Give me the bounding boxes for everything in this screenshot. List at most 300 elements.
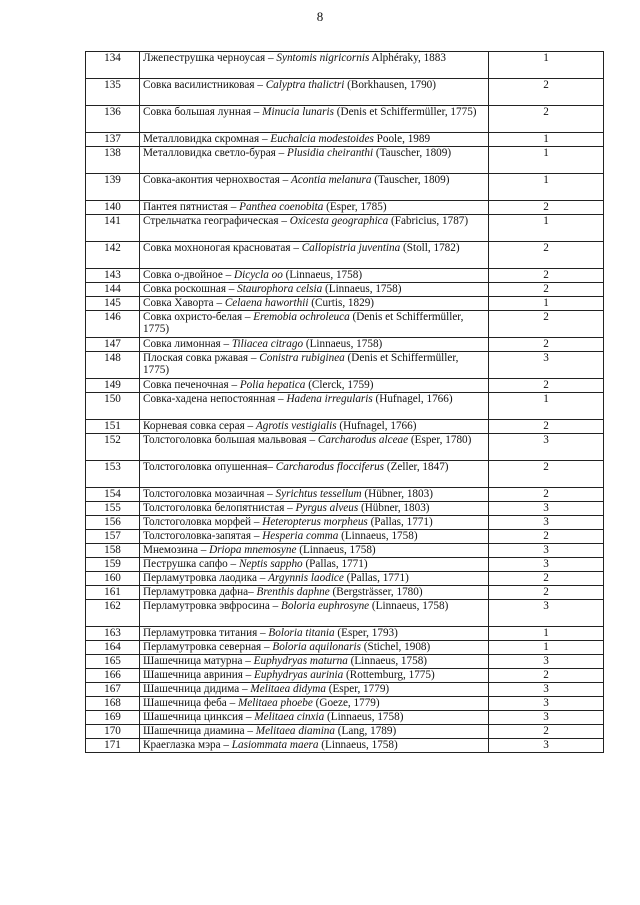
common-name: Толстоголовка морфей (143, 516, 252, 528)
common-name: Толстоголовка-запятая (143, 530, 252, 542)
common-name: Шашечница авриния (143, 669, 243, 681)
row-number: 150 (86, 393, 140, 420)
name-separator: – (248, 586, 257, 598)
status-category: 3 (489, 558, 604, 572)
table-row (86, 641, 604, 655)
common-name: Совка мохноногая красноватая (143, 242, 291, 254)
row-number: 153 (86, 461, 140, 488)
latin-name: Melitaea phoebe (237, 697, 313, 709)
row-number: 141 (86, 215, 140, 242)
page-number: 8 (316, 9, 324, 24)
status-category: 1 (489, 52, 604, 79)
table-row (86, 215, 604, 242)
author-citation: (Stichel, 1908) (360, 641, 431, 653)
species-name-cell (140, 297, 489, 311)
latin-name: Lasiommata maera (231, 739, 319, 751)
status-category: 2 (489, 338, 604, 352)
status-category: 3 (489, 711, 604, 725)
author-citation: (Clerck, 1759) (305, 379, 374, 391)
row-number: 135 (86, 79, 140, 106)
common-name: Краеглазка мэра (143, 739, 221, 751)
species-name-cell (140, 174, 489, 201)
status-category: 3 (489, 352, 604, 379)
common-name: Пеструшка сапфо (143, 558, 228, 570)
name-separator: – (242, 655, 254, 667)
common-name: Совка большая лунная (143, 106, 251, 118)
name-separator: – (228, 379, 240, 391)
table-row (86, 558, 604, 572)
name-separator: – (225, 283, 238, 295)
name-separator: – (261, 641, 273, 653)
status-category: 1 (489, 641, 604, 655)
common-name: Плоская совка ржавая (143, 352, 249, 364)
latin-name: Dicycla oo (234, 269, 283, 281)
author-citation: (Curtis, 1829) (308, 297, 375, 309)
common-name: Перламутровка титания (143, 627, 258, 639)
common-name: Шашечница матурна (143, 655, 243, 667)
name-separator: – (257, 627, 269, 639)
author-citation: (Esper, 1785) (323, 201, 387, 213)
species-name-cell (140, 311, 489, 338)
species-name-cell (140, 393, 489, 420)
status-category: 2 (489, 572, 604, 586)
latin-name: Carcharodus alceae (317, 434, 409, 446)
table-row (86, 502, 604, 516)
author-citation: (Hübner, 1803) (358, 502, 430, 514)
latin-name: Melitaea diamina (255, 725, 335, 737)
name-separator: – (264, 488, 276, 500)
table-row (86, 572, 604, 586)
row-number: 145 (86, 297, 140, 311)
species-name-cell (140, 201, 489, 215)
name-separator: – (220, 739, 232, 751)
table-row (86, 379, 604, 393)
row-number: 166 (86, 669, 140, 683)
name-separator: – (279, 174, 291, 186)
author-citation: (Hufnagel, 1766) (336, 420, 417, 432)
name-separator: – (227, 558, 239, 570)
common-name: Шашечница феба (143, 697, 227, 709)
latin-name: Euphydryas maturna (253, 655, 348, 667)
status-category: 2 (489, 420, 604, 434)
latin-name: Minucia lunaris (262, 106, 334, 118)
row-number: 152 (86, 434, 140, 461)
author-citation: (Linnaeus, 1758) (369, 600, 449, 612)
latin-name: Argynnis laodice (268, 572, 344, 584)
common-name: Металловидка скромная (143, 133, 260, 145)
latin-name: Heteropterus morpheus (262, 516, 368, 528)
species-name-cell (140, 106, 489, 133)
latin-name: Eremobia ochroleuca (253, 311, 350, 323)
name-separator: – (254, 79, 266, 91)
table-row (86, 52, 604, 79)
row-number: 162 (86, 600, 140, 627)
author-citation: (Bergsträsser, 1780) (329, 586, 423, 598)
table-row (86, 352, 604, 379)
name-separator: – (226, 697, 238, 709)
name-separator: – (222, 269, 235, 281)
author-citation: (Linnaeus, 1758) (322, 283, 402, 295)
common-name: Шашечница диамина (143, 725, 245, 737)
common-name: Шашечница цинксия (143, 711, 244, 723)
author-citation: (Linnaeus, 1758) (318, 739, 398, 751)
name-separator: – (275, 393, 287, 405)
row-number: 170 (86, 725, 140, 739)
latin-name: Boloria aquilonaris (272, 641, 361, 653)
author-citation: (Linnaeus, 1758) (347, 655, 428, 667)
status-category: 2 (489, 242, 604, 269)
status-category: 3 (489, 683, 604, 697)
common-name: Перламутровка эвфросина (143, 600, 270, 612)
latin-name: Syntomis nigricornis (276, 52, 370, 64)
table-row (86, 655, 604, 669)
status-category: 2 (489, 586, 604, 600)
common-name: Совка-хадена непостоянная (143, 393, 276, 405)
species-table-body (86, 52, 604, 753)
latin-name: Neptis sappho (238, 558, 303, 570)
latin-name: Staurophora celsia (237, 283, 323, 295)
table-row (86, 201, 604, 215)
status-category: 1 (489, 174, 604, 201)
common-name: Толстоголовка опушенная (143, 461, 268, 473)
table-row (86, 600, 604, 627)
common-name: Совка василистниковая (143, 79, 255, 91)
common-name: Совка Хаворта (143, 297, 214, 309)
common-name: Толстоголовка белопятнистая (143, 502, 285, 514)
author-citation: (Hübner, 1803) (361, 488, 433, 500)
author-citation: (Pallas, 1771) (302, 558, 368, 570)
row-number: 167 (86, 683, 140, 697)
species-name-cell (140, 697, 489, 711)
common-name: Толстоголовка большая мальвовая (143, 434, 307, 446)
row-number: 140 (86, 201, 140, 215)
common-name: Толстоголовка мозаичная (143, 488, 265, 500)
status-category: 2 (489, 201, 604, 215)
latin-name: Boloria titania (268, 627, 335, 639)
status-category: 3 (489, 697, 604, 711)
table-row (86, 269, 604, 283)
species-name-cell (140, 269, 489, 283)
author-citation: (Denis et Schiffermüller, 1775) (143, 352, 459, 376)
status-category: 2 (489, 106, 604, 133)
author-citation: (Tauscher, 1809) (373, 147, 452, 159)
common-name: Шашечница дидима (143, 683, 240, 695)
species-name-cell (140, 572, 489, 586)
row-number: 155 (86, 502, 140, 516)
author-citation: (Tauscher, 1809) (371, 174, 450, 186)
species-name-cell (140, 600, 489, 627)
author-citation: (Esper, 1793) (334, 627, 398, 639)
name-separator: – (250, 106, 263, 118)
common-name: Стрельчатка географическая (143, 215, 279, 227)
species-name-cell (140, 627, 489, 641)
name-separator: – (248, 352, 260, 364)
species-name-cell (140, 502, 489, 516)
name-separator: – (197, 544, 210, 556)
row-number: 154 (86, 488, 140, 502)
row-number: 147 (86, 338, 140, 352)
name-separator: – (213, 297, 225, 309)
latin-name: Conistra rubiginea (259, 352, 345, 364)
row-number: 142 (86, 242, 140, 269)
species-name-cell (140, 420, 489, 434)
table-row (86, 516, 604, 530)
name-separator: – (242, 669, 255, 681)
name-separator: – (278, 215, 290, 227)
common-name: Совка охристо-белая (143, 311, 243, 323)
name-separator: – (306, 434, 318, 446)
status-category: 3 (489, 655, 604, 669)
latin-name: Euphydryas aurinia (254, 669, 344, 681)
author-citation: (Esper, 1780) (408, 434, 472, 446)
author-citation: (Zeller, 1847) (384, 461, 449, 473)
common-name: Совка лимонная (143, 338, 221, 350)
name-separator: – (251, 516, 263, 528)
author-citation: (Pallas, 1771) (367, 516, 433, 528)
row-number: 168 (86, 697, 140, 711)
species-name-cell (140, 669, 489, 683)
species-name-cell (140, 488, 489, 502)
table-row (86, 697, 604, 711)
author-citation: (Lang, 1789) (335, 725, 397, 737)
row-number: 165 (86, 655, 140, 669)
status-category: 1 (489, 297, 604, 311)
table-row (86, 711, 604, 725)
name-separator: – (244, 420, 256, 432)
row-number: 164 (86, 641, 140, 655)
table-row (86, 393, 604, 420)
latin-name: Pyrgus alveus (295, 502, 359, 514)
row-number: 143 (86, 269, 140, 283)
row-number: 156 (86, 516, 140, 530)
name-separator: – (269, 600, 281, 612)
row-number: 144 (86, 283, 140, 297)
row-number: 163 (86, 627, 140, 641)
species-name-cell (140, 338, 489, 352)
status-category: 2 (489, 530, 604, 544)
author-citation: (Pallas, 1771) (343, 572, 409, 584)
name-separator: – (267, 461, 276, 473)
row-number: 146 (86, 311, 140, 338)
common-name: Перламутровка лаодика (143, 572, 257, 584)
species-name-cell (140, 655, 489, 669)
name-separator: – (243, 711, 255, 723)
name-separator: – (284, 502, 296, 514)
species-name-cell (140, 516, 489, 530)
latin-name: Carcharodus flocciferus (275, 461, 385, 473)
table-row (86, 683, 604, 697)
table-row (86, 311, 604, 338)
common-name: Совка печеночная (143, 379, 229, 391)
row-number: 139 (86, 174, 140, 201)
latin-name: Agrotis vestigialis (255, 420, 337, 432)
status-category: 2 (489, 79, 604, 106)
latin-name: Melitaea didyma (250, 683, 326, 695)
name-separator: – (220, 338, 232, 350)
row-number: 160 (86, 572, 140, 586)
species-name-cell (140, 379, 489, 393)
species-name-cell (140, 434, 489, 461)
table-row (86, 739, 604, 753)
name-separator: – (290, 242, 302, 254)
latin-name: Callopistria juventina (301, 242, 401, 254)
row-number: 158 (86, 544, 140, 558)
status-category: 3 (489, 739, 604, 753)
author-citation: (Rottemburg, 1775) (343, 669, 435, 681)
latin-name: Hesperia comma (262, 530, 339, 542)
species-name-cell (140, 725, 489, 739)
latin-name: Brenthis daphne (256, 586, 330, 598)
status-category: 2 (489, 379, 604, 393)
latin-name: Polia hepatica (239, 379, 306, 391)
table-row (86, 79, 604, 106)
species-name-cell (140, 133, 489, 147)
species-name-cell (140, 711, 489, 725)
row-number: 134 (86, 52, 140, 79)
author-citation: (Esper, 1779) (325, 683, 390, 695)
table-row (86, 725, 604, 739)
species-name-cell (140, 461, 489, 488)
species-table (85, 51, 604, 753)
latin-name: Acontia melanura (290, 174, 372, 186)
name-separator: – (256, 572, 269, 584)
status-category: 2 (489, 269, 604, 283)
latin-name: Celaena haworthii (224, 297, 309, 309)
common-name: Лжепеструшка черноусая (143, 52, 266, 64)
species-name-cell (140, 558, 489, 572)
status-category: 3 (489, 600, 604, 627)
author-citation: (Fabricius, 1787) (388, 215, 469, 227)
table-row (86, 488, 604, 502)
name-separator: – (242, 311, 254, 323)
table-row (86, 544, 604, 558)
author-citation: Poole, 1989 (373, 133, 431, 145)
author-citation: (Linnaeus, 1758) (303, 338, 383, 350)
status-category: 3 (489, 502, 604, 516)
row-number: 169 (86, 711, 140, 725)
table-row (86, 174, 604, 201)
common-name: Мнемозина (143, 544, 198, 556)
status-category: 2 (489, 311, 604, 338)
common-name: Корневая совка серая (143, 420, 245, 432)
author-citation: (Linnaeus, 1758) (338, 530, 418, 542)
row-number: 148 (86, 352, 140, 379)
table-row (86, 434, 604, 461)
name-separator: – (227, 201, 240, 213)
table-row (86, 133, 604, 147)
table-row (86, 242, 604, 269)
name-separator: – (275, 147, 288, 159)
latin-name: Plusidia cheiranthi (287, 147, 374, 159)
species-name-cell (140, 544, 489, 558)
species-name-cell (140, 530, 489, 544)
name-separator: – (239, 683, 251, 695)
status-category: 3 (489, 516, 604, 530)
table-row (86, 669, 604, 683)
status-category: 1 (489, 215, 604, 242)
table-row (86, 627, 604, 641)
common-name: Пантея пятнистая (143, 201, 228, 213)
name-separator: – (259, 133, 271, 145)
latin-name: Syrichtus tessellum (275, 488, 362, 500)
status-category: 2 (489, 283, 604, 297)
row-number: 171 (86, 739, 140, 753)
species-name-cell (140, 215, 489, 242)
status-category: 2 (489, 488, 604, 502)
species-name-cell (140, 52, 489, 79)
latin-name: Driopa mnemosyne (209, 544, 297, 556)
common-name: Совка о-двойное (143, 269, 223, 281)
status-category: 1 (489, 393, 604, 420)
species-name-cell (140, 283, 489, 297)
table-row (86, 297, 604, 311)
row-number: 161 (86, 586, 140, 600)
table-row (86, 530, 604, 544)
common-name: Металловидка светло-бурая (143, 147, 276, 159)
row-number: 151 (86, 420, 140, 434)
status-category: 2 (489, 725, 604, 739)
status-category: 1 (489, 147, 604, 174)
name-separator: – (244, 725, 256, 737)
row-number: 137 (86, 133, 140, 147)
status-category: 1 (489, 133, 604, 147)
name-separator: – (265, 52, 277, 64)
status-category: 1 (489, 627, 604, 641)
latin-name: Hadena irregularis (286, 393, 373, 405)
species-name-cell (140, 739, 489, 753)
status-category: 2 (489, 669, 604, 683)
author-citation: (Linnaeus, 1758) (282, 269, 363, 281)
table-row (86, 461, 604, 488)
latin-name: Melitaea cinxia (254, 711, 325, 723)
table-row (86, 586, 604, 600)
author-citation: (Goeze, 1779) (312, 697, 380, 709)
species-name-cell (140, 641, 489, 655)
table-row (86, 106, 604, 133)
row-number: 149 (86, 379, 140, 393)
table-row (86, 283, 604, 297)
common-name: Совка роскошная (143, 283, 226, 295)
common-name: Совка-аконтия чернохвостая (143, 174, 280, 186)
author-citation: (Stoll, 1782) (400, 242, 460, 254)
status-category: 3 (489, 544, 604, 558)
table-row (86, 147, 604, 174)
author-citation: (Linnaeus, 1758) (296, 544, 376, 556)
species-name-cell (140, 352, 489, 379)
author-citation: (Hufnagel, 1766) (372, 393, 453, 405)
latin-name: Boloria euphrosyne (280, 600, 370, 612)
author-citation: (Linnaeus, 1758) (324, 711, 404, 723)
author-citation: (Borkhausen, 1790) (344, 79, 437, 91)
common-name: Перламутровка дафна (143, 586, 249, 598)
row-number: 159 (86, 558, 140, 572)
author-citation: Alphéraky, 1883 (369, 52, 446, 64)
common-name: Перламутровка северная (143, 641, 262, 653)
species-name-cell (140, 79, 489, 106)
name-separator: – (251, 530, 263, 542)
species-name-cell (140, 683, 489, 697)
row-number: 138 (86, 147, 140, 174)
species-name-cell (140, 242, 489, 269)
table-row (86, 338, 604, 352)
row-number: 136 (86, 106, 140, 133)
latin-name: Panthea coenobita (239, 201, 324, 213)
species-name-cell (140, 586, 489, 600)
row-number: 157 (86, 530, 140, 544)
status-category: 2 (489, 461, 604, 488)
table-row (86, 420, 604, 434)
author-citation: (Denis et Schiffermüller, 1775) (143, 311, 464, 335)
